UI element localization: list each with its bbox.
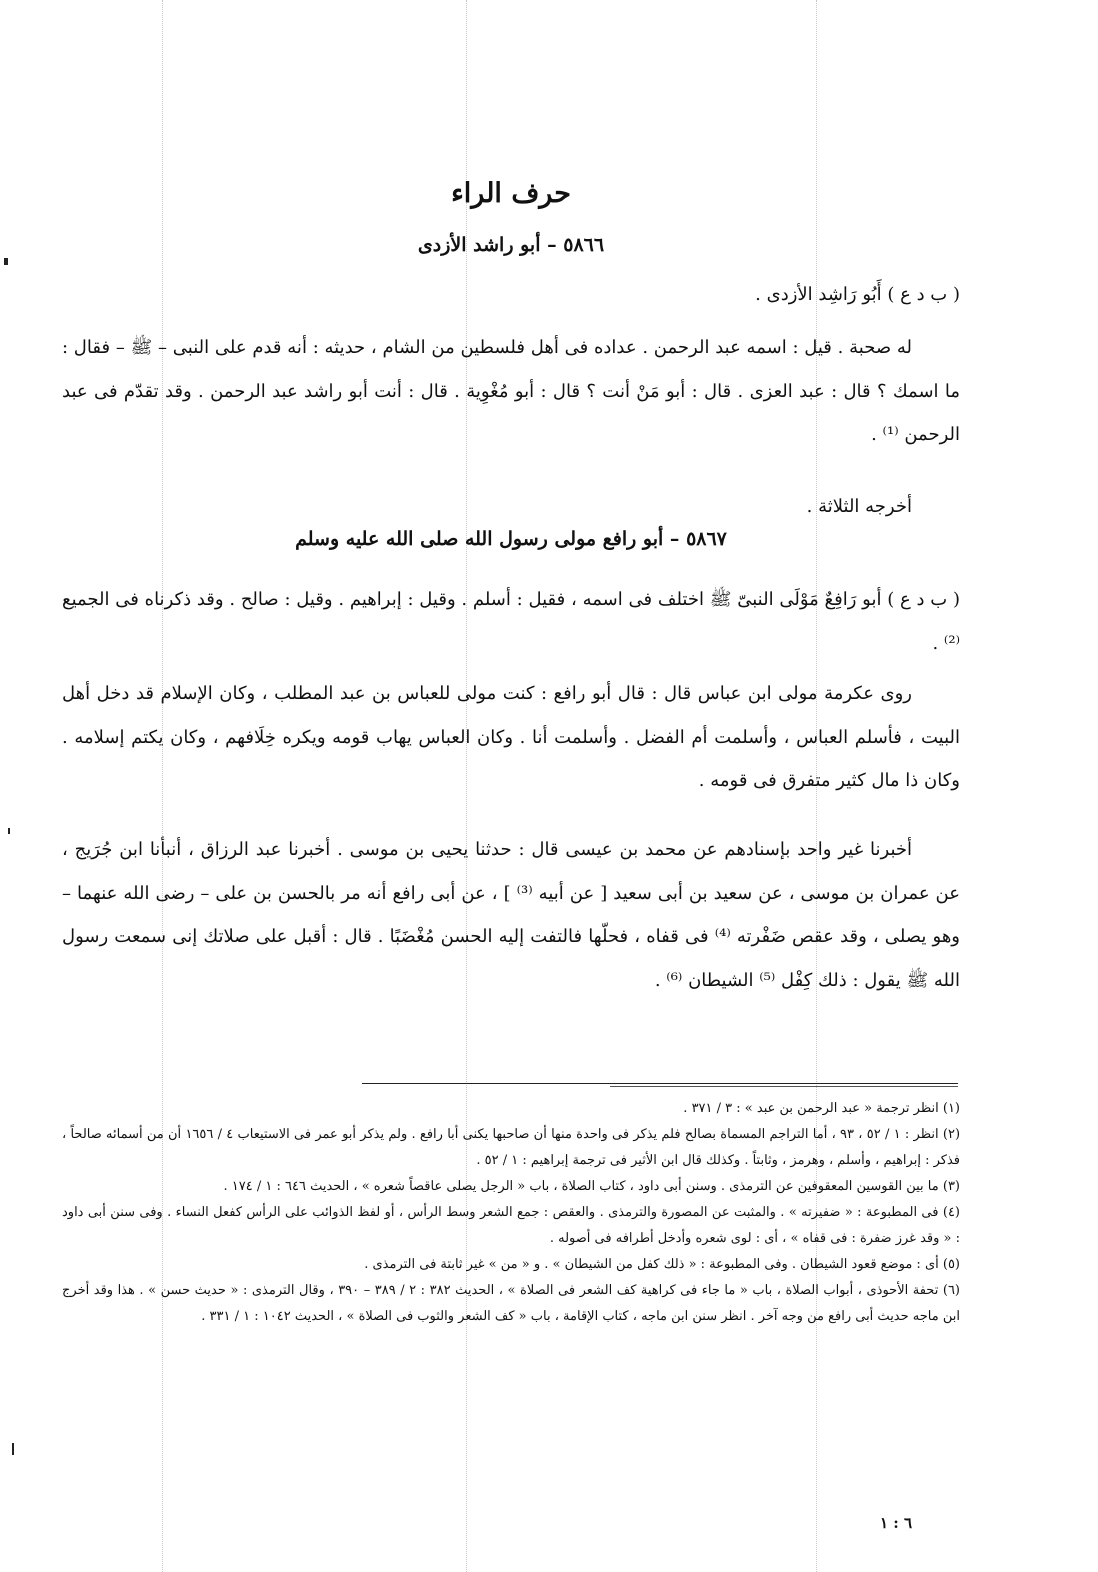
scan-speck <box>4 258 8 265</box>
footnotes <box>62 1096 960 1330</box>
footnote: (٣) ما بين القوسين المعقوفين عن الترمذى . وسنن أبى داود ، كتاب الصلاة ، باب « الرجل يصلى عاقصاً شعره » ، الحديث ٦٤٦ : ١ / ١٧٤ . <box>223 1179 960 1194</box>
footnote: (٥) أى : موضع قعود الشيطان . وفى المطبوعة : « ذلك كفل من الشيطان » . و « من » غير ثابتة فى الترمذى . <box>364 1257 960 1272</box>
entry-paragraph: له صحبة . قيل : اسمه عبد الرحمن . عداده فى أهل فلسطين من الشام ، حديثه : أنه قدم على النبى – ﷺ – فقال : ما اسمك ؟ قال : عبد العزى . قال : أبو مَنْ أنت ؟ قال : أبو مُغْوِية . قال : أنت أبو راشد عبد الرحمن . وقد تقدّم فى عبد الرحمن ⁽¹⁾ . <box>62 337 960 445</box>
chapter-title: حرف الراء <box>451 178 571 209</box>
entry-title: ٥٨٦٧ – أبو رافع مولى رسول الله صلى الله عليه وسلم <box>295 528 727 550</box>
entry-paragraph: أخرجه الثلاثة . <box>806 496 912 517</box>
scan-speck <box>12 1443 14 1455</box>
page-number: ٦ : ١ <box>880 1514 913 1532</box>
footnote-separator <box>610 1086 958 1087</box>
footnote: (١) انظر ترجمة « عبد الرحمن بن عبد » : ٣ / ٣٧١ . <box>683 1101 960 1116</box>
scan-speck <box>8 828 10 834</box>
entry-paragraph: أخبرنا غير واحد بإسنادهم عن محمد بن عيسى قال : حدثنا يحيى بن موسى . أخبرنا عبد الرزاق ، أنبأنا ابن جُرَيج ، عن عمران بن موسى ، عن سعيد بن أبى سعيد [ عن أبيه ⁽³⁾ ] ، عن أبى رافع أنه مر بالحسن بن على – رضى الله عنهما – وهو يصلى ، وقد عقص ضَفْرته ⁽⁴⁾ فى قفاه ، فحلّها فالتفت إليه الحسن مُغْضَبًا . قال : أقبل على صلاتك إنى سمعت رسول الله ﷺ يقول : ذلك كِفْل ⁽⁵⁾ الشيطان ⁽⁶⁾ . <box>62 839 960 991</box>
entry-sigla: ( ب د ع ) أَبُو رَاشِد الأزدى . <box>755 284 960 305</box>
footnote: (٦) تحفة الأحوذى ، أبواب الصلاة ، باب « ما جاء فى كراهية كف الشعر فى الصلاة » ، الحديث ٣٨٢ : ٢ / ٣٨٩ – ٣٩٠ ، وقال الترمذى : « حديث حسن » . هذا وقد أخرج ابن ماجه حديث أبى رافع من وجه آخر . انظر سنن ابن ماجه ، كتاب الإقامة ، باب « كف الشعر والثوب فى الصلاة » ، الحديث ١٠٤٢ : ١ / ٣٣١ . <box>62 1283 960 1324</box>
entry-title: ٥٨٦٦ – أبو راشد الأزدى <box>417 234 605 256</box>
entry-sigla: ( ب د ع ) أبو رَافِعٌ مَوْلَى النبىّ ﷺ اختلف فى اسمه ، فقيل : أسلم . وقيل : إبراهيم . وقيل : صالح . وقد ذكرناه فى الجميع ⁽²⁾ . <box>62 589 960 654</box>
entry-paragraph: روى عكرمة مولى ابن عباس قال : قال أبو رافع : كنت مولى للعباس بن عبد المطلب ، وكان الإسلام قد دخل أهل البيت ، فأسلم العباس ، وأسلمت أم الفضل . وأسلمت أنا . وكان العباس يهاب قومه ويكره خِلَافهم ، وكان يكتم إسلامه . وكان ذا مال كثير متفرق فى قومه . <box>62 683 960 791</box>
footnote-separator <box>362 1083 958 1084</box>
footnote: (٢) انظر : ١ / ٥٢ ، ٩٣ ، أما التراجم المسماة بصالح فلم يذكر فى واحدة منها أن صاحبها يكنى أبا رافع . ولم يذكر أبو عمر فى الاستيعاب ٤ / ١٦٥٦ أن من أسمائه صالحاً ، فذكر : إبراهيم ، وأسلم ، وهرمز ، وثابتاً . وكذلك قال ابن الأثير فى ترجمة إبراهيم : ١ / ٥٢ . <box>62 1127 961 1168</box>
footnote: (٤) فى المطبوعة : « ضفيرته » . والمثبت عن المصورة والترمذى . والعقص : جمع الشعر وسط الرأس ، أو لفظ الذوائب على الرأس كفعل النساء . وفى سنن أبى داود : « وقد غرز ضفرة : فى قفاه » ، أى : لوى شعره وأدخل أطرافه فى أصوله . <box>62 1205 960 1246</box>
